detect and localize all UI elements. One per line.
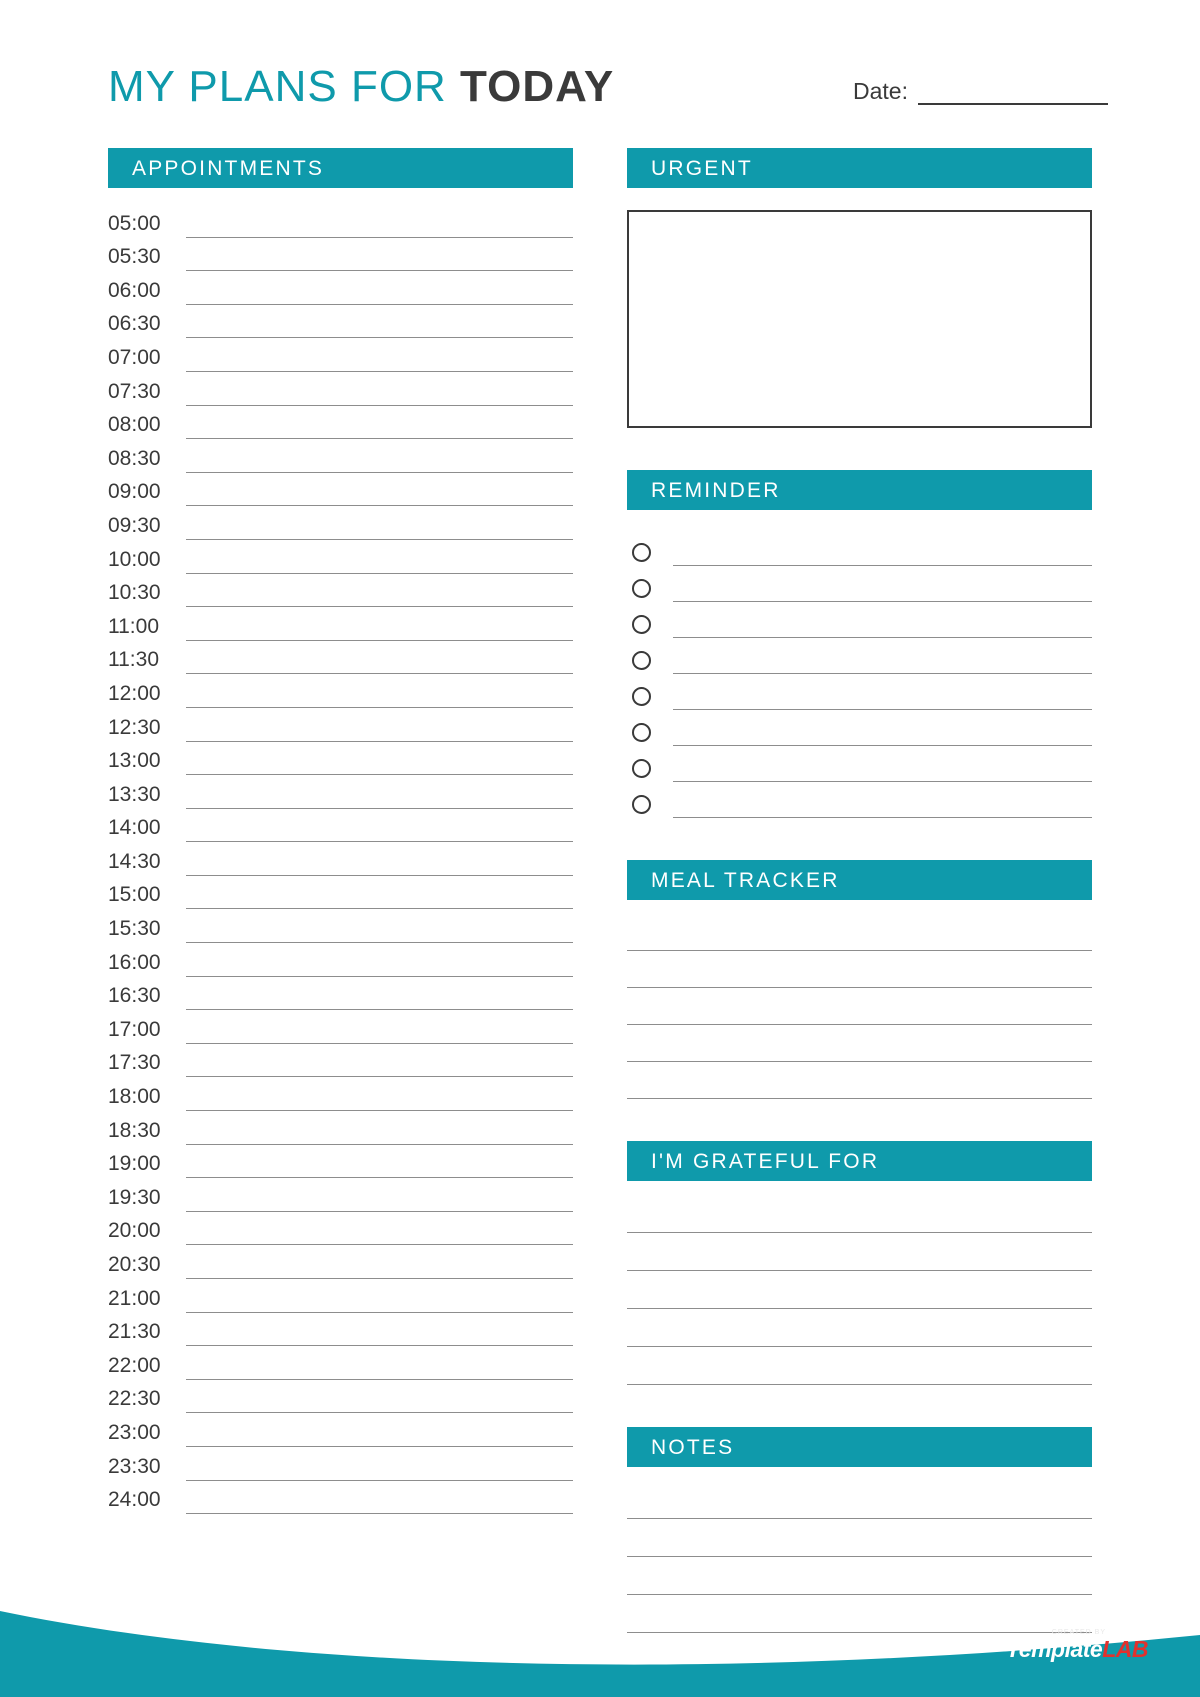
appointment-input-line[interactable]: [186, 915, 573, 943]
reminder-section: [627, 470, 1092, 818]
appointment-input-line[interactable]: [186, 982, 573, 1010]
appointments-heading: APPOINTMENTS: [108, 148, 573, 188]
appointment-time-label: 05:00: [108, 211, 161, 235]
appointment-time-label: 13:00: [108, 749, 161, 773]
appointment-input-line[interactable]: [186, 680, 573, 708]
reminder-row[interactable]: [627, 566, 1092, 602]
appointment-row[interactable]: [108, 1111, 573, 1145]
appointments-list: [108, 204, 573, 1514]
appointment-time-label: 19:00: [108, 1152, 161, 1176]
appointment-time-label: 09:00: [108, 480, 161, 504]
appointment-input-line[interactable]: [186, 1419, 573, 1447]
meal-tracker-line[interactable]: [627, 1062, 1092, 1099]
appointment-time-label: 15:00: [108, 883, 161, 907]
appointment-time-label: 08:30: [108, 446, 161, 470]
appointment-input-line[interactable]: [186, 1385, 573, 1413]
appointment-time-label: 12:30: [108, 715, 161, 739]
appointment-time-label: 07:30: [108, 379, 161, 403]
appointment-row[interactable]: [108, 271, 573, 305]
grateful-section: [627, 1141, 1092, 1385]
appointment-time-label: 10:30: [108, 581, 161, 605]
appointment-input-line[interactable]: [186, 1016, 573, 1044]
page-header: [108, 62, 1108, 122]
appointment-time-label: 10:00: [108, 547, 161, 571]
meal-tracker-section: [627, 860, 1092, 1099]
urgent-textarea[interactable]: [627, 210, 1092, 428]
appointment-time-label: 13:30: [108, 782, 161, 806]
appointment-row[interactable]: [108, 842, 573, 876]
appointment-row[interactable]: [108, 473, 573, 507]
reminder-input-line[interactable]: [673, 613, 1092, 638]
appointment-time-label: 23:00: [108, 1420, 161, 1444]
appointment-time-label: 22:30: [108, 1387, 161, 1411]
appointment-input-line[interactable]: [186, 881, 573, 909]
grateful-heading: I'M GRATEFUL FOR: [627, 1141, 1092, 1181]
reminder-row[interactable]: [627, 638, 1092, 674]
urgent-heading: URGENT: [627, 148, 1092, 188]
appointment-row[interactable]: [108, 1481, 573, 1515]
appointment-row[interactable]: [108, 1077, 573, 1111]
appointment-row[interactable]: [108, 1245, 573, 1279]
appointment-row[interactable]: [108, 439, 573, 473]
appointment-input-line[interactable]: [186, 814, 573, 842]
meal-tracker-line[interactable]: [627, 988, 1092, 1025]
checkbox-circle-icon[interactable]: [632, 759, 651, 778]
appointment-input-line[interactable]: [186, 344, 573, 372]
appointment-row[interactable]: [108, 708, 573, 742]
appointment-row[interactable]: [108, 1044, 573, 1078]
page-title-bold: TODAY: [460, 62, 615, 111]
reminder-input-line[interactable]: [673, 721, 1092, 746]
reminder-input-line[interactable]: [673, 577, 1092, 602]
appointment-time-label: 19:30: [108, 1185, 161, 1209]
appointment-time-label: 21:30: [108, 1320, 161, 1344]
brand-created-by: CREATED BY: [1051, 1629, 1106, 1636]
appointment-row[interactable]: [108, 506, 573, 540]
checkbox-circle-icon[interactable]: [632, 579, 651, 598]
appointment-row[interactable]: [108, 305, 573, 339]
grateful-lines: [627, 1195, 1092, 1385]
appointment-row[interactable]: [108, 338, 573, 372]
appointment-time-label: 14:00: [108, 816, 161, 840]
appointment-time-label: 12:00: [108, 681, 161, 705]
meal-tracker-heading: MEAL TRACKER: [627, 860, 1092, 900]
appointment-input-line[interactable]: [186, 747, 573, 775]
appointment-time-label: 22:00: [108, 1353, 161, 1377]
appointment-time-label: 24:00: [108, 1488, 161, 1512]
appointment-time-label: 06:00: [108, 278, 161, 302]
page-title: [108, 62, 614, 112]
appointment-row[interactable]: [108, 641, 573, 675]
appointment-time-label: 11:00: [108, 614, 159, 638]
appointment-time-label: 09:30: [108, 513, 161, 537]
appointment-time-label: 16:00: [108, 950, 161, 974]
appointment-time-label: 18:00: [108, 1085, 161, 1109]
reminder-row[interactable]: [627, 674, 1092, 710]
reminder-row[interactable]: [627, 602, 1092, 638]
appointment-time-label: 23:30: [108, 1454, 161, 1478]
brand-name: [1006, 1636, 1148, 1662]
appointment-row[interactable]: [108, 1313, 573, 1347]
appointment-row[interactable]: [108, 1380, 573, 1414]
appointment-row[interactable]: [108, 909, 573, 943]
appointment-time-label: 11:30: [108, 648, 159, 672]
appointment-input-line[interactable]: [186, 1352, 573, 1380]
appointment-time-label: 20:30: [108, 1253, 161, 1276]
brand-logo: [1006, 1629, 1148, 1661]
appointment-row[interactable]: [108, 1447, 573, 1481]
appointment-row[interactable]: [108, 204, 573, 238]
reminder-list: [627, 530, 1092, 818]
appointment-row[interactable]: [108, 607, 573, 641]
appointment-input-line[interactable]: [186, 310, 573, 338]
meal-tracker-line[interactable]: [627, 914, 1092, 951]
appointment-input-line[interactable]: [186, 378, 573, 406]
appointment-input-line[interactable]: [186, 1150, 573, 1178]
appointment-row[interactable]: [108, 1346, 573, 1380]
appointment-input-line[interactable]: [186, 714, 573, 742]
checkbox-circle-icon[interactable]: [632, 687, 651, 706]
appointment-input-line[interactable]: [186, 512, 573, 540]
notes-heading: NOTES: [627, 1427, 1092, 1467]
checkbox-circle-icon[interactable]: [632, 615, 651, 634]
appointment-row[interactable]: [108, 674, 573, 708]
appointment-input-line[interactable]: [186, 781, 573, 809]
meal-tracker-lines: [627, 914, 1092, 1099]
reminder-input-line[interactable]: [673, 793, 1092, 818]
footer-wave: [0, 1537, 1200, 1697]
reminder-input-line[interactable]: [673, 757, 1092, 782]
grateful-line[interactable]: [627, 1347, 1092, 1385]
appointment-input-line[interactable]: [186, 646, 573, 674]
appointment-input-line[interactable]: [186, 1217, 573, 1245]
appointment-input-line[interactable]: [186, 1049, 573, 1077]
appointment-time-label: 17:30: [108, 1051, 161, 1075]
appointment-row[interactable]: [108, 574, 573, 608]
appointment-row[interactable]: [108, 1413, 573, 1447]
checkbox-circle-icon[interactable]: [632, 795, 651, 814]
grateful-line[interactable]: [627, 1233, 1092, 1271]
date-input-line[interactable]: [918, 81, 1108, 105]
appointment-input-line[interactable]: [186, 1117, 573, 1145]
appointment-row[interactable]: [108, 238, 573, 272]
appointment-row[interactable]: [108, 1212, 573, 1246]
appointment-input-line[interactable]: [186, 1453, 573, 1481]
appointments-section: [108, 148, 573, 1514]
appointment-input-line[interactable]: [186, 949, 573, 977]
date-field[interactable]: [853, 78, 1108, 105]
appointment-time-label: 17:00: [108, 1017, 161, 1041]
appointment-input-line[interactable]: [186, 848, 573, 876]
appointment-row[interactable]: [108, 1178, 573, 1212]
reminder-row[interactable]: [627, 530, 1092, 566]
appointment-time-label: 16:30: [108, 984, 161, 1008]
appointment-row[interactable]: [108, 775, 573, 809]
appointment-input-line[interactable]: [186, 1285, 573, 1313]
reminder-input-line[interactable]: [673, 685, 1092, 710]
appointment-input-line[interactable]: [186, 445, 573, 473]
appointment-row[interactable]: [108, 1010, 573, 1044]
appointment-input-line[interactable]: [186, 1184, 573, 1212]
grateful-line[interactable]: [627, 1195, 1092, 1233]
date-label: Date:: [853, 78, 908, 104]
brand-name-first: Template: [1006, 1636, 1103, 1662]
appointment-row[interactable]: [108, 372, 573, 406]
appointment-input-line[interactable]: [186, 613, 573, 641]
appointment-input-line[interactable]: [186, 546, 573, 574]
appointment-time-label: 06:30: [108, 312, 161, 336]
appointment-input-line[interactable]: [186, 1318, 573, 1346]
appointment-time-label: 07:00: [108, 345, 161, 369]
appointment-row[interactable]: [108, 1145, 573, 1179]
reminder-row[interactable]: [627, 746, 1092, 782]
grateful-line[interactable]: [627, 1271, 1092, 1309]
appointment-time-label: 20:00: [108, 1219, 161, 1243]
checkbox-circle-icon[interactable]: [632, 723, 651, 742]
appointment-time-label: 21:00: [108, 1286, 161, 1310]
appointment-input-line[interactable]: [186, 210, 573, 238]
page-title-light: MY PLANS FOR: [108, 62, 461, 111]
appointment-input-line[interactable]: [186, 277, 573, 305]
appointment-row[interactable]: [108, 809, 573, 843]
notes-line[interactable]: [627, 1481, 1092, 1519]
checkbox-circle-icon[interactable]: [632, 651, 651, 670]
brand-name-second: LAB: [1102, 1636, 1148, 1662]
appointment-time-label: 08:00: [108, 413, 161, 437]
reminder-row[interactable]: [627, 710, 1092, 746]
appointment-input-line[interactable]: [186, 478, 573, 506]
appointment-input-line[interactable]: [186, 411, 573, 439]
urgent-section: [627, 148, 1092, 428]
appointment-time-label: 14:30: [108, 849, 161, 873]
meal-tracker-line[interactable]: [627, 951, 1092, 988]
reminder-input-line[interactable]: [673, 649, 1092, 674]
reminder-heading: REMINDER: [627, 470, 1092, 510]
meal-tracker-line[interactable]: [627, 1025, 1092, 1062]
appointment-time-label: 15:30: [108, 917, 161, 941]
appointment-row[interactable]: [108, 977, 573, 1011]
appointment-time-label: 05:30: [108, 245, 161, 269]
right-column: [627, 148, 1092, 1671]
appointment-row[interactable]: [108, 1279, 573, 1313]
appointment-input-line[interactable]: [186, 1486, 573, 1514]
appointment-row[interactable]: [108, 540, 573, 574]
appointment-input-line[interactable]: [186, 1251, 573, 1279]
appointment-input-line[interactable]: [186, 243, 573, 271]
appointment-row[interactable]: [108, 876, 573, 910]
appointment-row[interactable]: [108, 742, 573, 776]
appointment-row[interactable]: [108, 943, 573, 977]
checkbox-circle-icon[interactable]: [632, 543, 651, 562]
appointment-row[interactable]: [108, 406, 573, 440]
grateful-line[interactable]: [627, 1309, 1092, 1347]
reminder-input-line[interactable]: [673, 541, 1092, 566]
appointment-input-line[interactable]: [186, 1083, 573, 1111]
appointment-input-line[interactable]: [186, 579, 573, 607]
reminder-row[interactable]: [627, 782, 1092, 818]
appointment-time-label: 18:30: [108, 1118, 161, 1142]
